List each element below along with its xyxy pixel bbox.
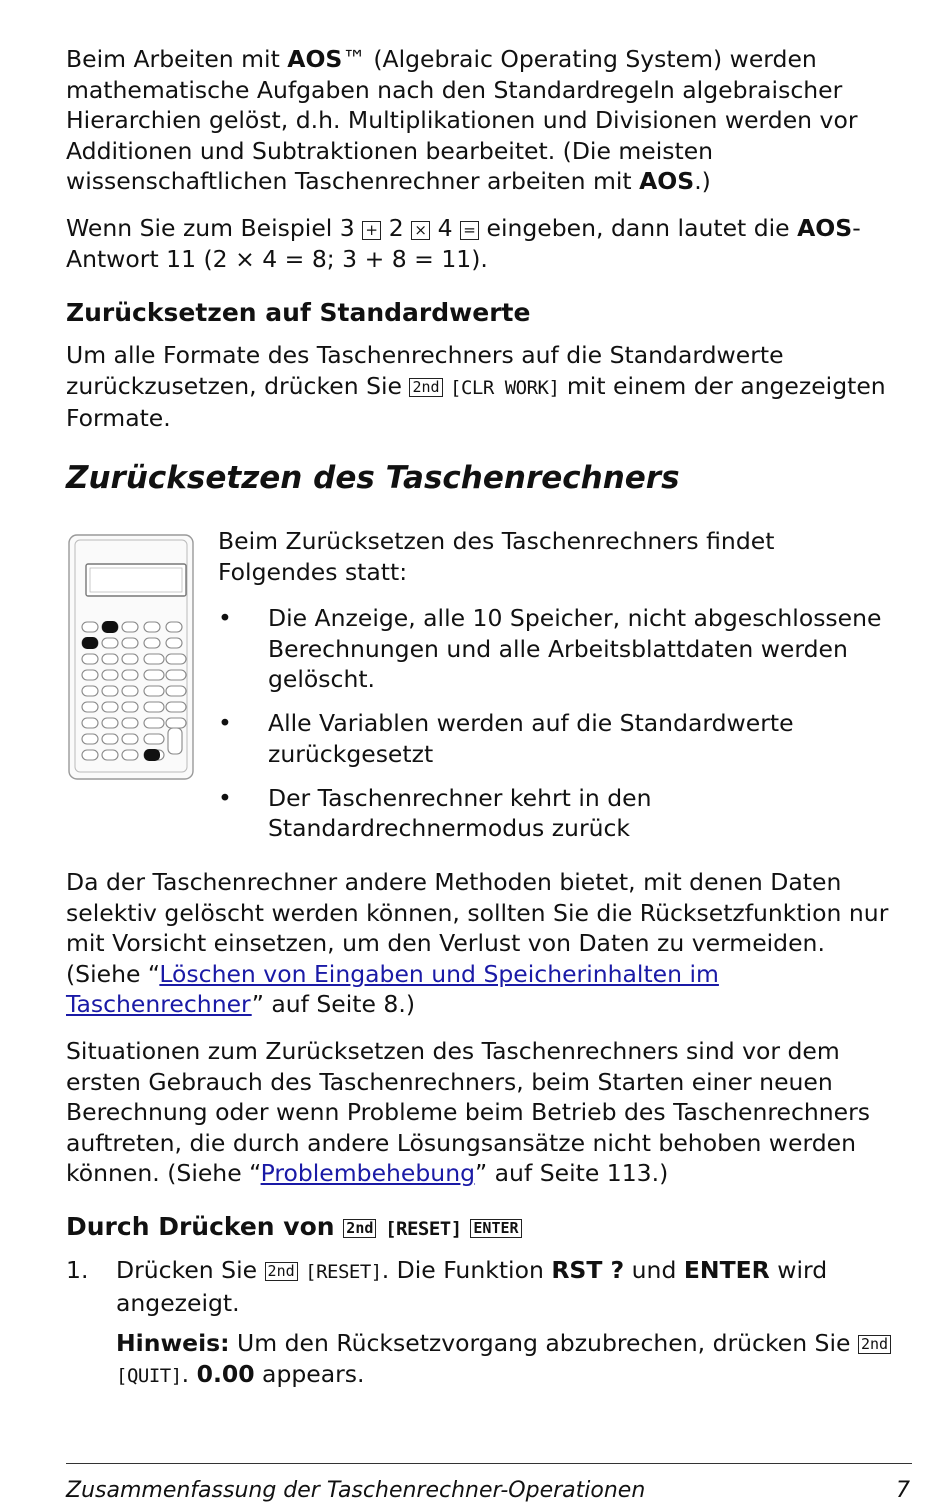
text: 4 <box>430 214 461 242</box>
text: und <box>624 1256 684 1284</box>
calculator-key-icon <box>82 750 98 760</box>
display-value: 0.00 <box>196 1359 255 1388</box>
calculator-key-icon <box>166 718 186 728</box>
situations-paragraph <box>66 1036 896 1189</box>
text: (Algebraic Operating System) werden mathematische Aufgaben nach den Standardregeln algebraischer Hierarchien gelöst, d.h. Multiplikationen und Divisionen werden vor Additionen und Subtraktionen bearbeitet. (Die meisten wissenschaftlichen Taschenrechner arbeiten mit <box>66 45 858 195</box>
calculator-key-icon <box>144 670 164 680</box>
footer-title: Zusammenfassung der Taschenrechner-Operationen <box>66 1478 646 1503</box>
aos-intro-paragraph <box>66 44 896 197</box>
text: 2 <box>381 214 412 242</box>
calculator-key-icon <box>144 718 164 728</box>
text: eingeben, dann lautet die <box>479 214 798 242</box>
text: . Die Funktion <box>381 1256 552 1284</box>
calculator-key-icon <box>122 686 138 696</box>
calculator-key-icon <box>166 654 186 664</box>
enter-prompt: ENTER <box>683 1256 770 1284</box>
calculator-key-icon <box>144 686 164 696</box>
list-item <box>218 783 898 844</box>
text: ” auf Seite 8.) <box>251 990 416 1018</box>
reset-intro-paragraph: Beim Zurücksetzen des Taschenrechners findet Folgendes statt: <box>218 527 775 586</box>
highlighted-key-icon <box>102 621 118 633</box>
note-label: Hinweis: <box>116 1329 230 1357</box>
calculator-key-icon <box>122 734 138 744</box>
list-item <box>218 708 898 769</box>
text: Beim Arbeiten mit <box>66 45 288 73</box>
calculator-key-icon <box>166 686 186 696</box>
calculator-key-icon <box>82 622 98 632</box>
text: Situationen zum Zurücksetzen des Taschenrechners sind vor dem ersten Gebrauch des Taschenrechners, beim Starten einer neuen Berechnung oder wenn Probleme beim Betrieb des Taschenrechners auftreten, die durch andere Lösungsansätze nicht behoben werden können. (Siehe “ <box>66 1037 871 1187</box>
highlighted-key-icon <box>82 637 98 649</box>
calculator-illustration <box>68 534 194 780</box>
aos-example-paragraph <box>66 213 896 274</box>
calculator-key-icon <box>82 718 98 728</box>
calculator-key-icon <box>166 702 186 712</box>
second-key: 2nd <box>858 1335 891 1354</box>
defaults-heading: Zurücksetzen auf Standardwerte <box>66 298 531 327</box>
reset-key: [RESET] <box>305 1261 382 1283</box>
text: Drücken Sie <box>116 1256 265 1284</box>
calculator-key-icon <box>122 622 138 632</box>
reset-key: [RESET] <box>385 1218 462 1240</box>
list-item-text: Alle Variablen werden auf die Standardwerte zurückgesetzt <box>268 709 794 768</box>
text: appears. <box>254 1359 365 1388</box>
text: Um den Rücksetzvorgang abzubrechen, drücken Sie <box>229 1329 858 1357</box>
calculator-key-icon <box>144 734 164 744</box>
calculator-key-icon <box>82 686 98 696</box>
equals-key: = <box>460 221 479 240</box>
text: ” auf Seite 113.) <box>475 1159 669 1187</box>
calculator-key-icon <box>122 670 138 680</box>
aos-term: AOS <box>639 167 695 195</box>
bullet-icon: • <box>218 709 232 737</box>
plus-key: + <box>362 221 381 240</box>
reset-heading: Zurücksetzen des Taschenrechners <box>66 460 680 496</box>
calculator-key-icon <box>144 622 160 632</box>
footer-divider <box>66 1463 912 1464</box>
text: Wenn Sie zum Beispiel 3 <box>66 214 363 242</box>
second-key: 2nd <box>265 1262 298 1281</box>
clear-entries-link[interactable]: Löschen von Eingaben und Speicherinhalten im Taschenrechner <box>66 959 719 1018</box>
text: -Antwort 11 (2 × 4 = 8; 3 + 8 = 11). <box>66 214 861 273</box>
trademark-symbol: ™ <box>342 45 366 73</box>
calculator-key-icon <box>122 718 138 728</box>
calculator-key-icon <box>102 702 118 712</box>
highlighted-key-icon <box>144 749 160 761</box>
step-number: 1. <box>66 1256 89 1284</box>
calculator-key-icon <box>144 654 164 664</box>
calculator-key-icon <box>166 622 182 632</box>
rst-prompt: RST ? <box>551 1256 625 1284</box>
second-key: 2nd <box>409 378 442 397</box>
reset-effects-list <box>218 603 898 857</box>
calculator-key-icon <box>122 638 138 648</box>
list-item-text: Der Taschenrechner kehrt in den Standardrechnermodus zurück <box>268 783 652 842</box>
calculator-key-icon <box>122 750 138 760</box>
text: Durch Drücken von <box>66 1212 344 1241</box>
bullet-icon: • <box>218 604 232 632</box>
defaults-paragraph <box>66 340 896 434</box>
calculator-key-icon <box>122 702 138 712</box>
bullet-icon: • <box>218 783 232 812</box>
calculator-key-icon <box>144 702 164 712</box>
calculator-key-icon <box>82 654 98 664</box>
calculator-key-icon <box>122 654 138 664</box>
calculator-key-icon <box>102 670 118 680</box>
text: mit einem der angezeigten Formate. <box>66 371 886 432</box>
list-item <box>218 603 898 695</box>
calculator-key-icon <box>102 734 118 744</box>
aos-term: AOS <box>797 214 853 242</box>
text: wird angezeigt. <box>116 1256 828 1317</box>
calculator-key-icon <box>144 638 160 648</box>
calculator-key-icon <box>102 638 118 648</box>
text: Da der Taschenrechner andere Methoden bietet, mit denen Daten selektiv gelöscht werden können, sollten Sie die Rücksetzfunktion nur mit Vorsicht einsetzen, um den Verlust von Daten zu vermeiden. (Siehe “ <box>66 868 889 988</box>
calculator-key-icon <box>102 750 118 760</box>
enter-key: ENTER <box>470 1219 521 1238</box>
calculator-key-icon <box>166 670 186 680</box>
step-1 <box>66 1255 896 1318</box>
second-key: 2nd <box>343 1219 376 1238</box>
quit-key: [QUIT] <box>116 1364 182 1387</box>
clr-work-key: [CLR WORK] <box>450 376 560 399</box>
calculator-key-icon <box>166 638 182 648</box>
caution-paragraph <box>66 867 896 1020</box>
calculator-key-icon <box>102 654 118 664</box>
times-key: × <box>411 221 430 240</box>
aos-term: AOS <box>287 45 343 73</box>
press-keys-heading <box>66 1212 522 1241</box>
page-number: 7 <box>896 1478 910 1503</box>
text: Um alle Formate des Taschenrechners auf die Standardwerte zurückzusetzen, drücken Sie <box>66 341 784 400</box>
calculator-key-icon <box>102 686 118 696</box>
calculator-key-icon <box>82 702 98 712</box>
step-text <box>116 1255 896 1318</box>
text: . <box>181 1359 197 1388</box>
calculator-key-icon <box>82 670 98 680</box>
list-item-text: Die Anzeige, alle 10 Speicher, nicht abgeschlossene Berechnungen und alle Arbeitsblattdaten werden gelöscht. <box>268 604 882 693</box>
text: .) <box>694 167 711 195</box>
calculator-key-icon <box>102 718 118 728</box>
troubleshooting-link[interactable]: Problembehebung <box>260 1159 476 1187</box>
cancel-note <box>116 1328 896 1391</box>
calculator-key-icon <box>82 734 98 744</box>
